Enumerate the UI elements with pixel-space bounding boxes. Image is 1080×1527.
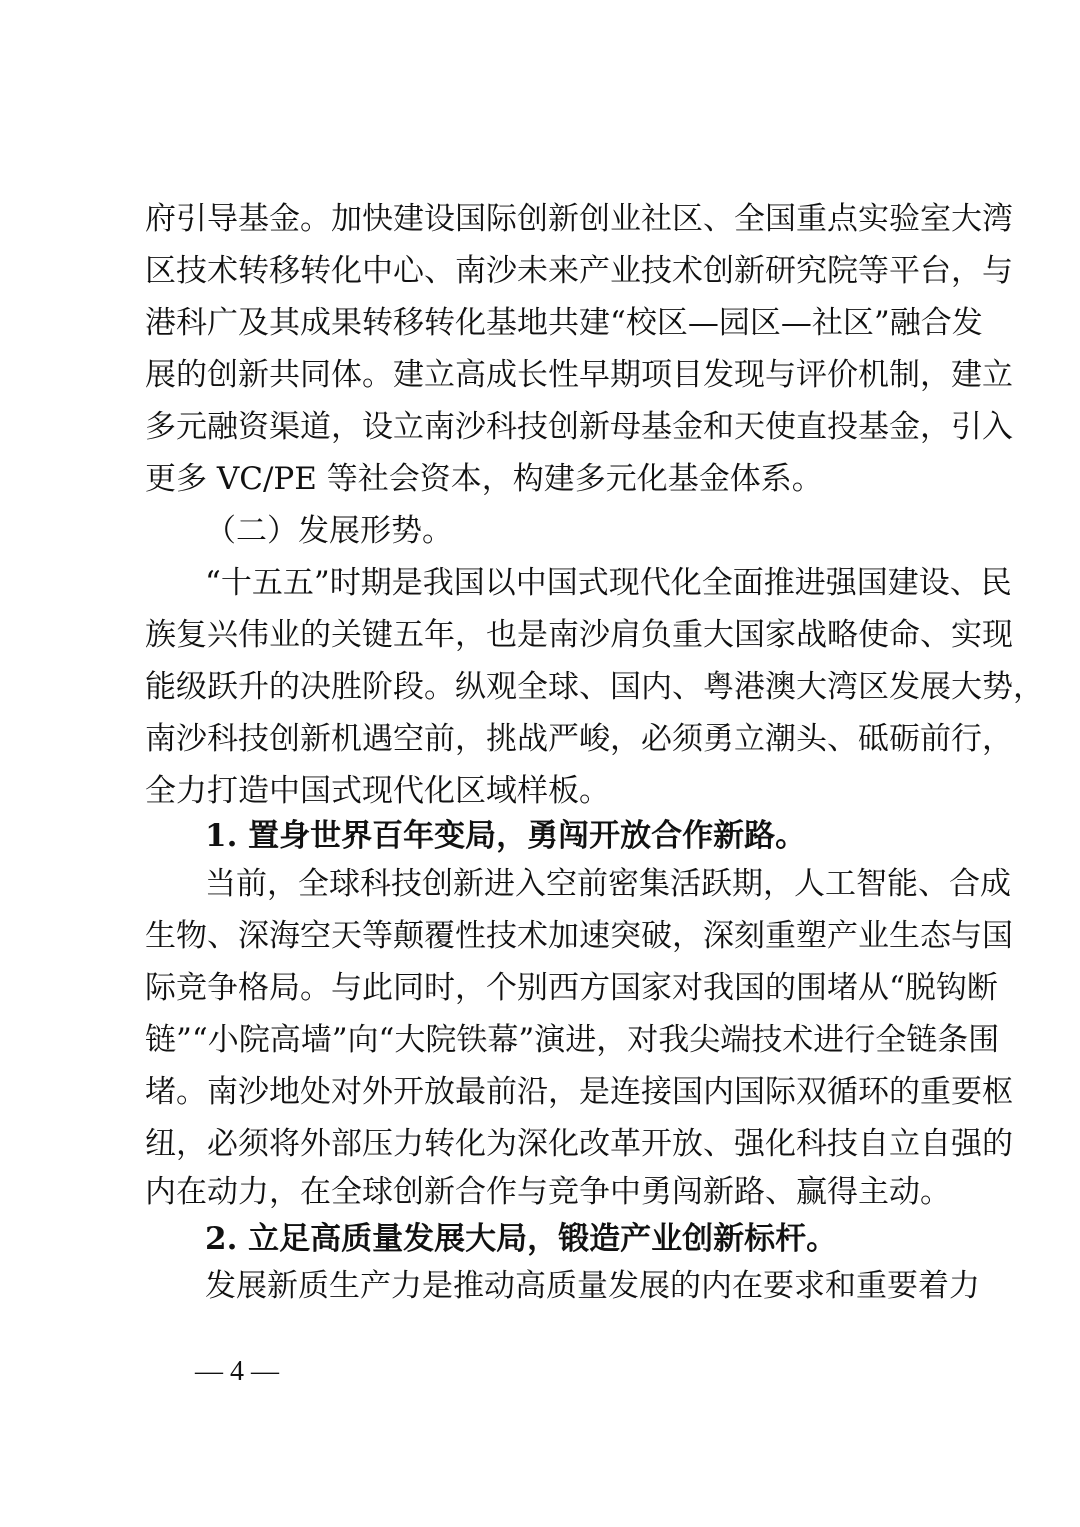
text-line: “十五五”时期是我国以中国式现代化全面推进强国建设、民 [205,565,1012,601]
text-line: 链”“小院高墙”向“大院铁幕”演进，对我尖端技术进行全链条围 [145,1022,1000,1058]
text-line: 纽，必须将外部压力转化为深化改革开放、强化科技自立自强的 [145,1126,1013,1162]
text-line: 当前，全球科技创新进入空前密集活跃期，人工智能、合成 [205,866,1011,902]
text-line: 全力打造中国式现代化区域样板。 [145,773,610,809]
text-line: 生物、深海空天等颠覆性技术加速突破，深刻重塑产业生态与国 [145,918,1013,954]
text-line: 区技术转移转化中心、南沙未来产业技术创新研究院等平台，与 [145,253,1013,289]
section-heading-1: 1. 置身世界百年变局，勇闯开放合作新路。 [205,818,807,854]
text-line: 府引导基金。加快建设国际创新创业社区、全国重点实验室大湾 [145,201,1013,237]
text-line: 内在动力，在全球创新合作与竞争中勇闯新路、赢得主动。 [145,1174,951,1210]
text-line: 南沙科技创新机遇空前，挑战严峻，必须勇立潮头、砥砺前行， [145,721,1013,757]
text-line: 更多 VC/PE 等社会资本，构建多元化基金体系。 [145,461,823,497]
text-line: 发展新质生产力是推动高质量发展的内在要求和重要着力 [205,1268,980,1304]
text-line: 港科广及其成果转移转化基地共建“校区—园区—社区”融合发 [145,305,983,341]
section-heading-2: 2. 立足高质量发展大局，锻造产业创新标杆。 [205,1221,838,1257]
text-line: 际竞争格局。与此同时，个别西方国家对我国的围堵从“脱钩断 [145,970,998,1006]
text-line: 能级跃升的决胜阶段。纵观全球、国内、粤港澳大湾区发展大势， [145,669,1044,705]
text-line: 族复兴伟业的关键五年，也是南沙肩负重大国家战略使命、实现 [145,617,1013,653]
text-line: 展的创新共同体。建立高成长性早期项目发现与评价机制，建立 [145,357,1013,393]
section-subheading: （二）发展形势。 [205,513,453,549]
text-line: 多元融资渠道，设立南沙科技创新母基金和天使直投基金，引入 [145,409,1013,445]
text-line: 堵。南沙地处对外开放最前沿，是连接国内国际双循环的重要枢 [145,1074,1013,1110]
page-number: — 4 — [195,1356,279,1387]
